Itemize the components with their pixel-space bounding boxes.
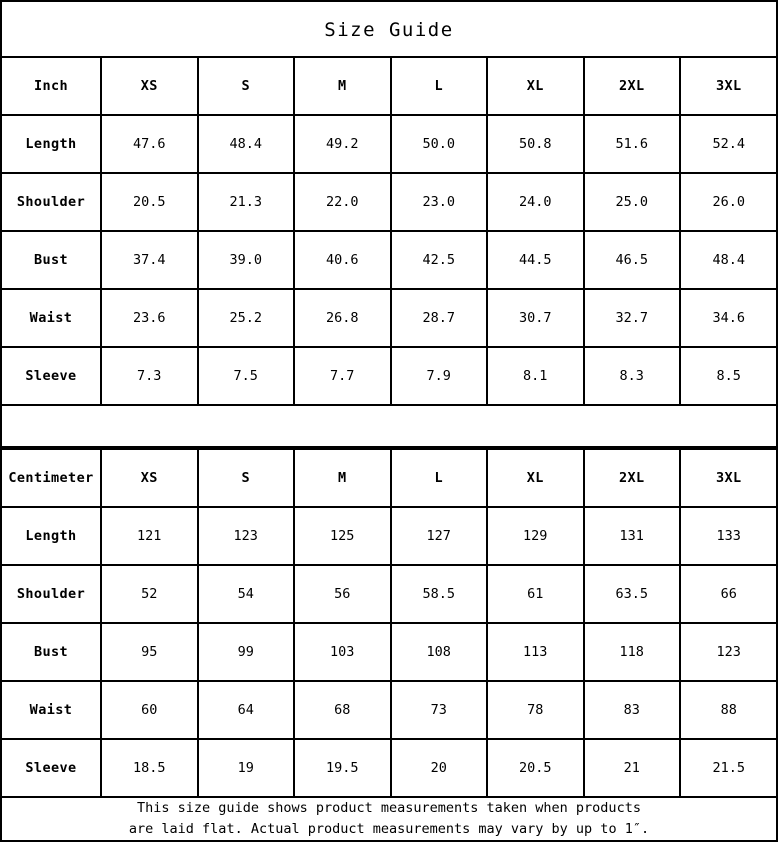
cell-waist-s: 25.2 — [198, 289, 295, 347]
cell-length-3xl: 52.4 — [680, 115, 777, 173]
cell-sleeve-l: 20 — [391, 739, 488, 797]
cell-shoulder-m: 56 — [294, 565, 391, 623]
cell-shoulder-m: 22.0 — [294, 173, 391, 231]
cell-shoulder-s: 21.3 — [198, 173, 295, 231]
cell-shoulder-s: 54 — [198, 565, 295, 623]
table-row — [2, 289, 777, 347]
table-separator — [2, 406, 776, 448]
cell-shoulder-xs: 20.5 — [101, 173, 198, 231]
cell-shoulder-2xl: 63.5 — [584, 565, 681, 623]
table-row — [2, 347, 777, 405]
column-header-m: M — [294, 449, 391, 507]
cell-sleeve-3xl: 8.5 — [680, 347, 777, 405]
row-label-bust: Bust — [2, 623, 101, 681]
footnote-line-2: are laid flat. Actual product measurements may vary by up to 1″. — [128, 821, 650, 838]
column-header-m: M — [294, 57, 391, 115]
row-label-length: Length — [2, 507, 101, 565]
cell-bust-l: 42.5 — [391, 231, 488, 289]
cell-shoulder-xs: 52 — [101, 565, 198, 623]
cell-bust-2xl: 46.5 — [584, 231, 681, 289]
cell-bust-3xl: 123 — [680, 623, 777, 681]
cell-bust-xs: 95 — [101, 623, 198, 681]
table-row — [2, 681, 777, 739]
column-header-l: L — [391, 57, 488, 115]
cell-bust-xs: 37.4 — [101, 231, 198, 289]
cell-waist-l: 73 — [391, 681, 488, 739]
cell-waist-xs: 60 — [101, 681, 198, 739]
cell-bust-xl: 44.5 — [487, 231, 584, 289]
cell-shoulder-l: 58.5 — [391, 565, 488, 623]
cell-waist-2xl: 32.7 — [584, 289, 681, 347]
size-table-centimeter — [2, 448, 777, 798]
cell-length-xl: 50.8 — [487, 115, 584, 173]
cell-length-s: 48.4 — [198, 115, 295, 173]
cell-length-xs: 47.6 — [101, 115, 198, 173]
row-label-sleeve: Sleeve — [2, 347, 101, 405]
cell-waist-xl: 78 — [487, 681, 584, 739]
cell-length-m: 49.2 — [294, 115, 391, 173]
cell-waist-2xl: 83 — [584, 681, 681, 739]
row-label-shoulder: Shoulder — [2, 173, 101, 231]
cell-bust-2xl: 118 — [584, 623, 681, 681]
table-row — [2, 173, 777, 231]
table-row — [2, 565, 777, 623]
column-header-3xl: 3XL — [680, 449, 777, 507]
column-header-3xl: 3XL — [680, 57, 777, 115]
table-row — [2, 623, 777, 681]
cell-bust-m: 103 — [294, 623, 391, 681]
cell-sleeve-xs: 18.5 — [101, 739, 198, 797]
footnote — [2, 798, 776, 840]
cell-length-2xl: 131 — [584, 507, 681, 565]
cell-length-3xl: 133 — [680, 507, 777, 565]
cell-sleeve-xs: 7.3 — [101, 347, 198, 405]
table-header-row — [2, 57, 777, 115]
column-header-s: S — [198, 57, 295, 115]
unit-label-inch: Inch — [2, 57, 101, 115]
cell-waist-3xl: 34.6 — [680, 289, 777, 347]
column-header-xs: XS — [101, 57, 198, 115]
cell-length-l: 127 — [391, 507, 488, 565]
cell-sleeve-xl: 20.5 — [487, 739, 584, 797]
cell-bust-s: 39.0 — [198, 231, 295, 289]
cell-length-xs: 121 — [101, 507, 198, 565]
cell-bust-l: 108 — [391, 623, 488, 681]
unit-label-centimeter: Centimeter — [2, 449, 101, 507]
table-header-row — [2, 449, 777, 507]
row-label-shoulder: Shoulder — [2, 565, 101, 623]
row-label-sleeve: Sleeve — [2, 739, 101, 797]
cell-waist-m: 26.8 — [294, 289, 391, 347]
cell-waist-xl: 30.7 — [487, 289, 584, 347]
cell-sleeve-xl: 8.1 — [487, 347, 584, 405]
cell-waist-l: 28.7 — [391, 289, 488, 347]
column-header-2xl: 2XL — [584, 449, 681, 507]
cell-sleeve-s: 7.5 — [198, 347, 295, 405]
cell-shoulder-l: 23.0 — [391, 173, 488, 231]
column-header-xl: XL — [487, 449, 584, 507]
row-label-length: Length — [2, 115, 101, 173]
column-header-l: L — [391, 449, 488, 507]
size-table-inch — [2, 56, 777, 406]
cell-sleeve-3xl: 21.5 — [680, 739, 777, 797]
cell-length-s: 123 — [198, 507, 295, 565]
cell-sleeve-s: 19 — [198, 739, 295, 797]
row-label-waist: Waist — [2, 681, 101, 739]
cell-shoulder-xl: 24.0 — [487, 173, 584, 231]
cell-sleeve-m: 19.5 — [294, 739, 391, 797]
table-row — [2, 507, 777, 565]
cell-length-xl: 129 — [487, 507, 584, 565]
footnote-line-1: This size guide shows product measurements taken when products — [137, 800, 641, 817]
cell-shoulder-xl: 61 — [487, 565, 584, 623]
cell-sleeve-m: 7.7 — [294, 347, 391, 405]
cell-bust-3xl: 48.4 — [680, 231, 777, 289]
cell-waist-xs: 23.6 — [101, 289, 198, 347]
table-row — [2, 231, 777, 289]
cell-shoulder-3xl: 26.0 — [680, 173, 777, 231]
row-label-bust: Bust — [2, 231, 101, 289]
cell-bust-s: 99 — [198, 623, 295, 681]
cell-bust-m: 40.6 — [294, 231, 391, 289]
cell-length-l: 50.0 — [391, 115, 488, 173]
column-header-xl: XL — [487, 57, 584, 115]
cell-sleeve-2xl: 8.3 — [584, 347, 681, 405]
table-row — [2, 739, 777, 797]
cell-length-2xl: 51.6 — [584, 115, 681, 173]
row-label-waist: Waist — [2, 289, 101, 347]
column-header-xs: XS — [101, 449, 198, 507]
column-header-2xl: 2XL — [584, 57, 681, 115]
cell-waist-m: 68 — [294, 681, 391, 739]
column-header-s: S — [198, 449, 295, 507]
page-title: Size Guide — [324, 19, 454, 41]
cell-sleeve-l: 7.9 — [391, 347, 488, 405]
cell-shoulder-3xl: 66 — [680, 565, 777, 623]
cell-sleeve-2xl: 21 — [584, 739, 681, 797]
table-row — [2, 115, 777, 173]
cell-length-m: 125 — [294, 507, 391, 565]
cell-waist-s: 64 — [198, 681, 295, 739]
cell-waist-3xl: 88 — [680, 681, 777, 739]
cell-bust-xl: 113 — [487, 623, 584, 681]
cell-shoulder-2xl: 25.0 — [584, 173, 681, 231]
